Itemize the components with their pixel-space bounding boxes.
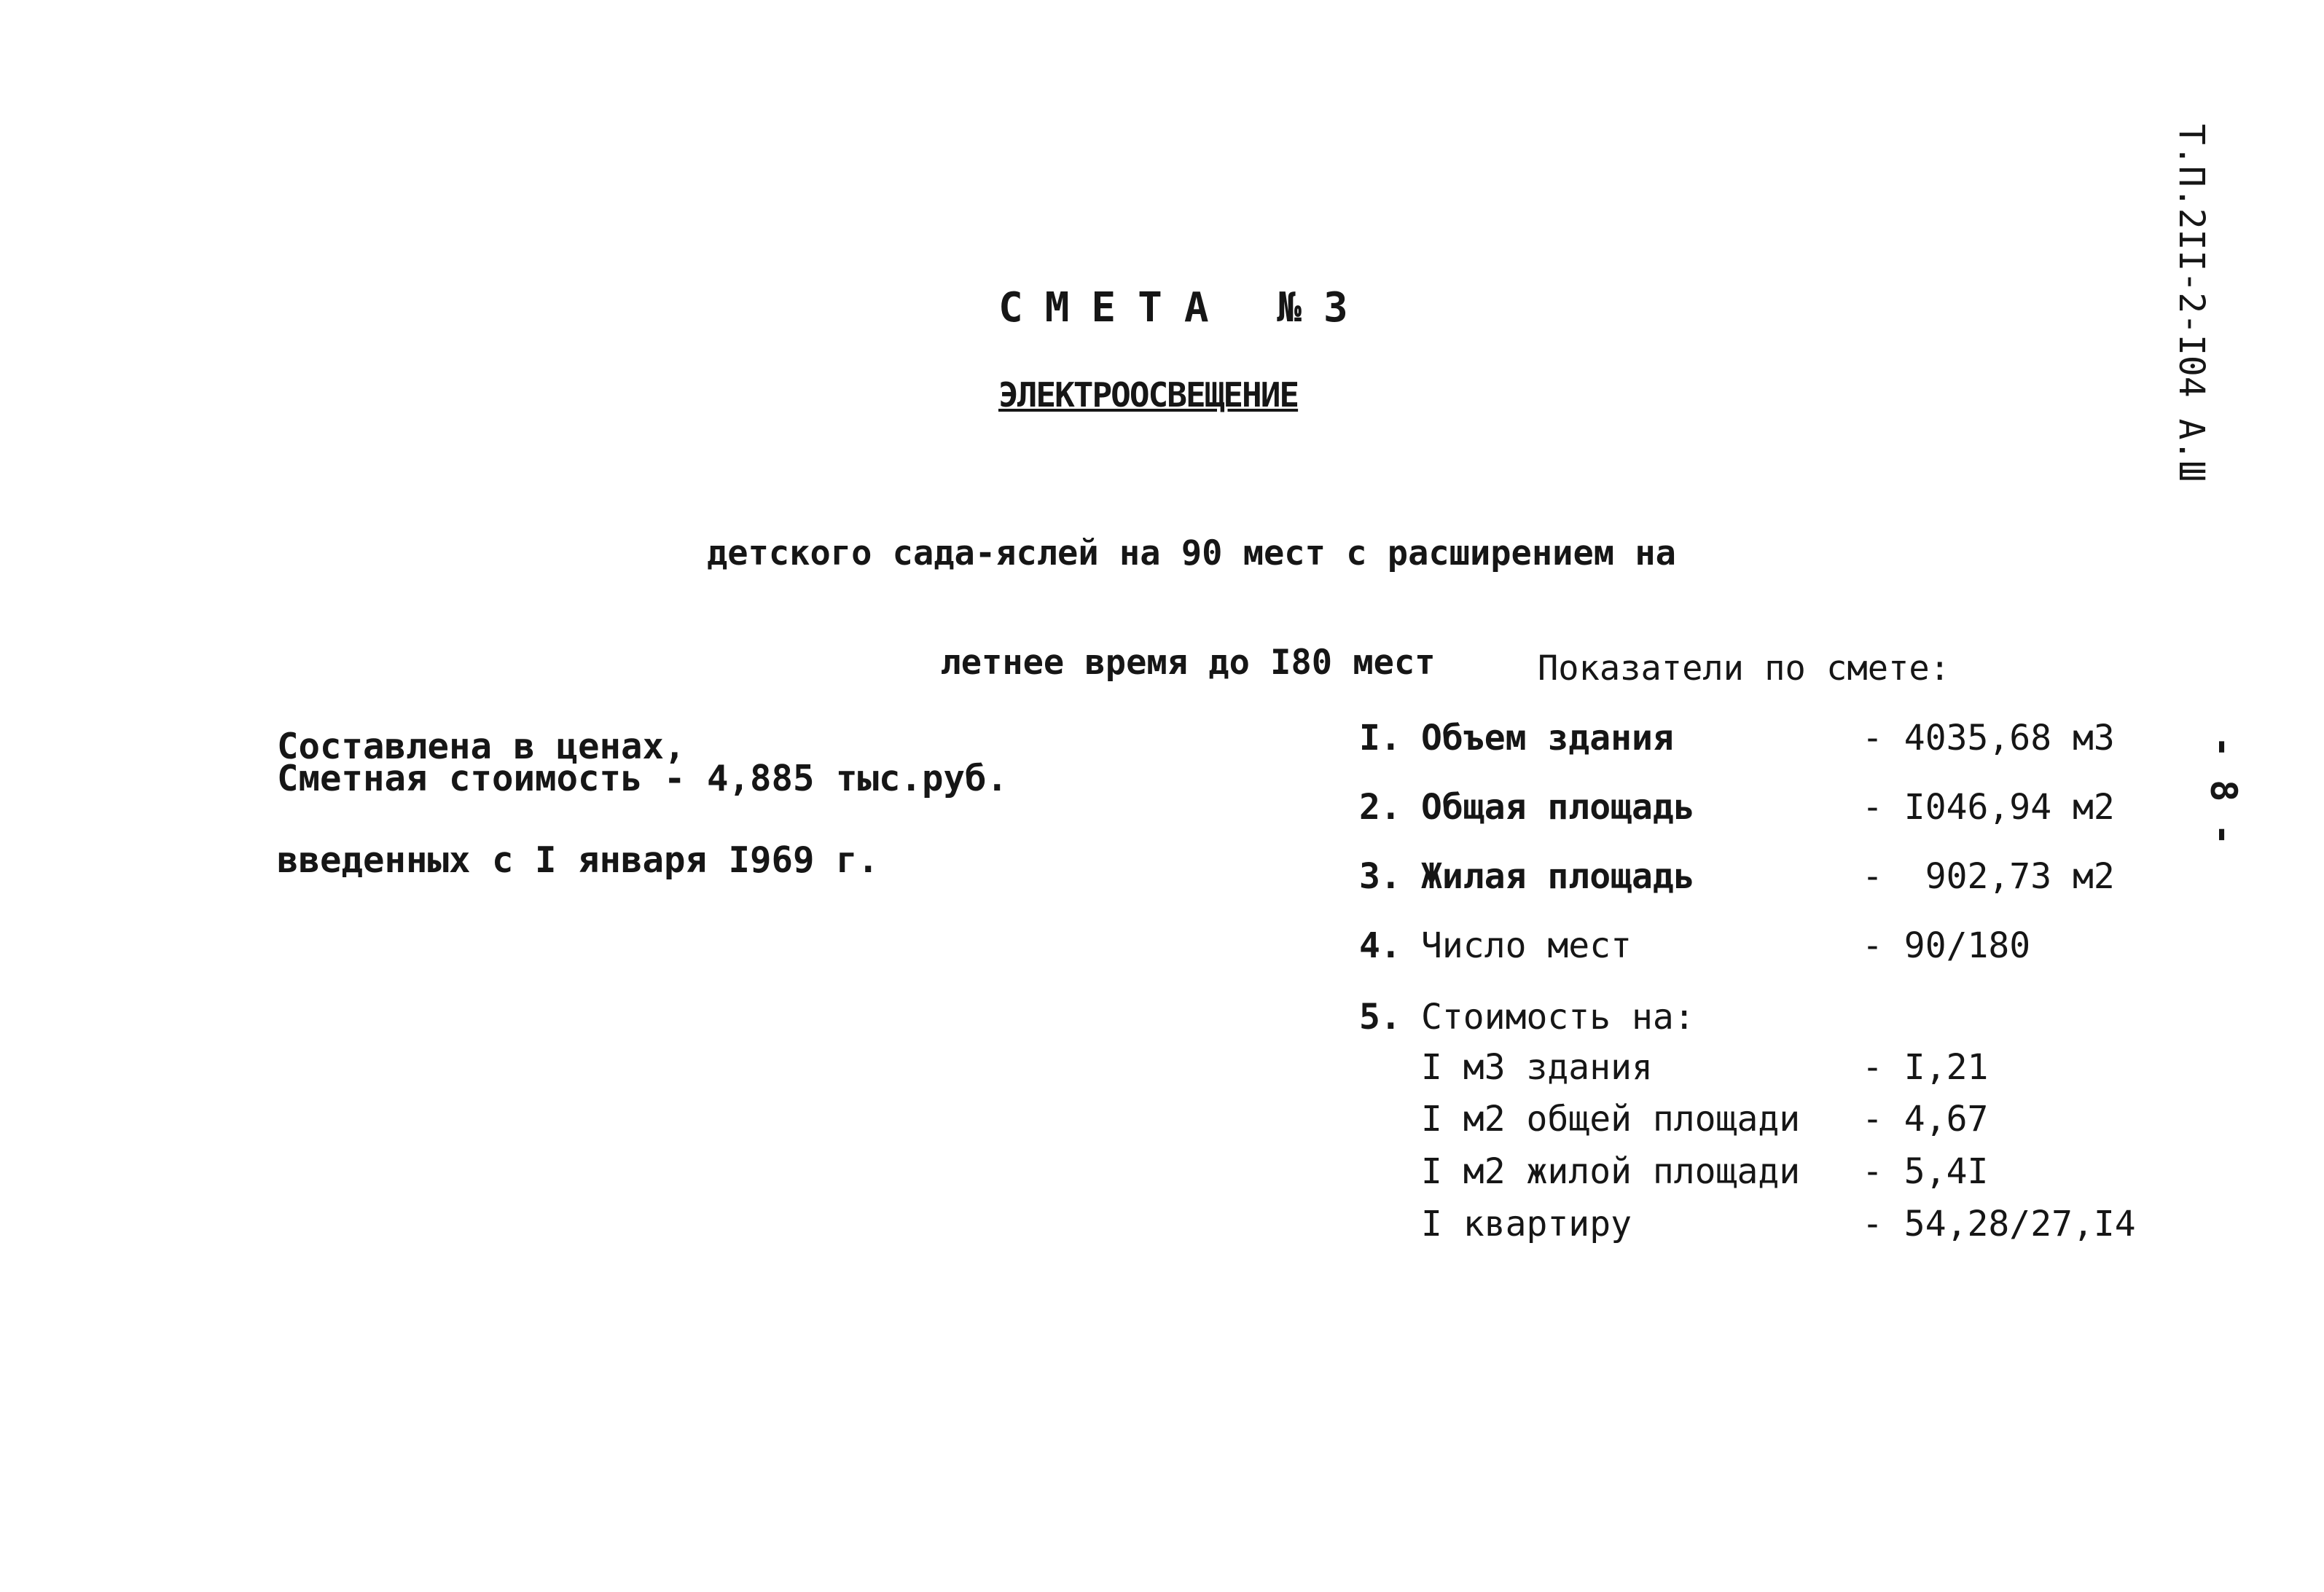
sheet-code: Т.П.2II-2-I04 А.Ш: [2171, 124, 2212, 482]
page-number: - 8 -: [2202, 736, 2245, 846]
document-subtitle: ЭЛЕКТРООСВЕЩЕНИЕ: [998, 375, 1299, 415]
unit-cost-value: - 5,4I: [1862, 1151, 1989, 1192]
indicator-number: I.: [1359, 718, 1401, 758]
prices-note-line-2: введенных с I января I969 г.: [277, 839, 880, 881]
indicator-label: Общая площадь: [1421, 787, 1695, 828]
unit-cost-value: - 54,28/27,I4: [1862, 1204, 2136, 1244]
prices-note-line-1: Составлена в ценах,: [277, 726, 686, 767]
unit-cost-value: - I,21: [1862, 1047, 1989, 1088]
estimated-cost: Сметная стоимость - 4,885 тыс.руб.: [277, 758, 1009, 799]
indicator-number: 5.: [1359, 997, 1401, 1038]
unit-cost-value: - 4,67: [1862, 1099, 1989, 1140]
indicator-value: - 4035,68 м3: [1862, 718, 2115, 758]
unit-cost-label: I квартиру: [1421, 1204, 1632, 1244]
indicator-label: Стоимость на:: [1421, 997, 1695, 1038]
indicator-number: 3.: [1359, 856, 1401, 897]
unit-cost-label: I м2 общей площади: [1421, 1099, 1801, 1140]
indicator-value: - 902,73 м2: [1862, 856, 2115, 897]
indicators-heading: Показатели по смете:: [1538, 648, 1950, 689]
indicator-label: Жилая площадь: [1421, 856, 1695, 897]
unit-cost-label: I м2 жилой площади: [1421, 1151, 1801, 1192]
indicator-label: Число мест: [1421, 925, 1632, 966]
description-line-2: летнее время до I80 мест: [940, 643, 1436, 683]
unit-cost-label: I м3 здания: [1421, 1047, 1653, 1088]
indicator-value: - I046,94 м2: [1862, 787, 2115, 828]
indicator-label: Объем здания: [1421, 718, 1674, 758]
document-title: СМЕТА №3: [998, 284, 1370, 332]
description-line-1: детского сада-яслей на 90 мест с расширением на: [707, 533, 1676, 573]
indicator-number: 2.: [1359, 787, 1401, 828]
indicator-value: - 90/180: [1862, 925, 2031, 966]
indicator-number: 4.: [1359, 925, 1401, 966]
